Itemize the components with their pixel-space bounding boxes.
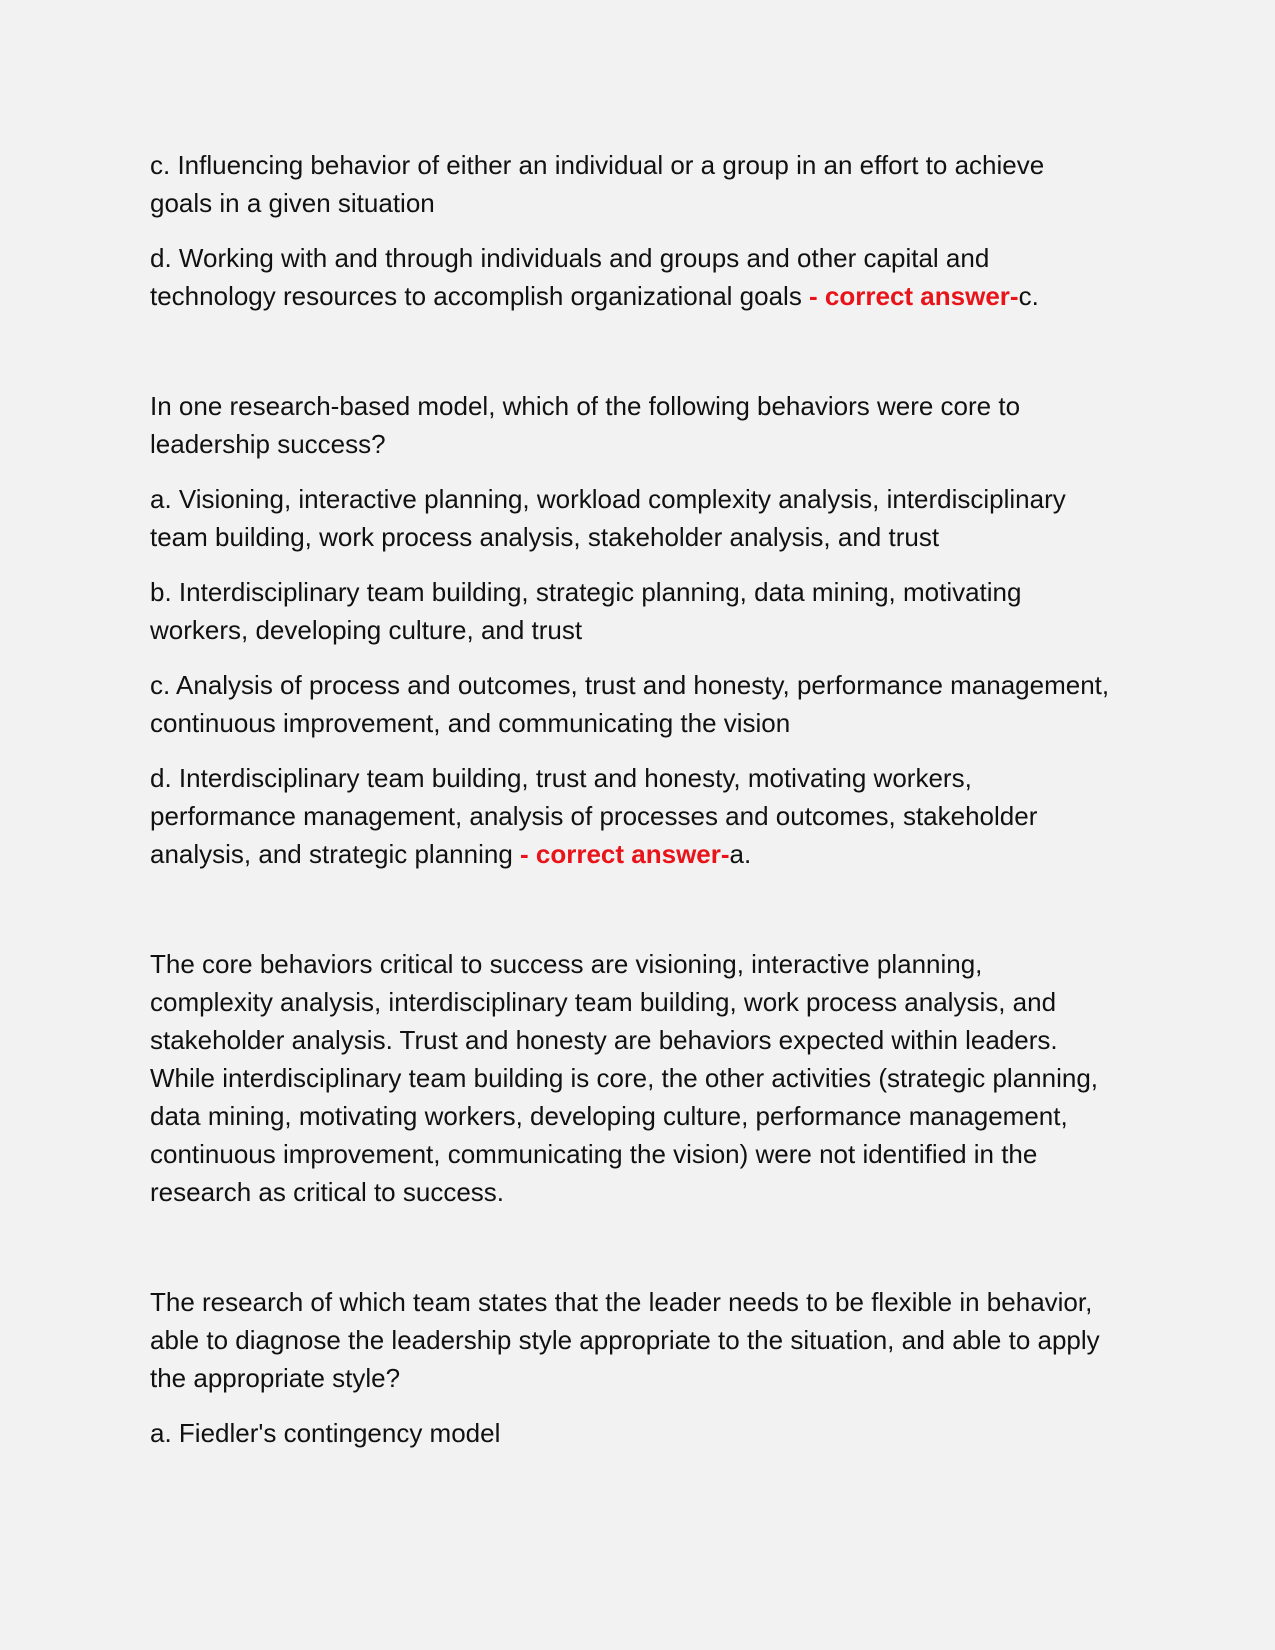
section-gap bbox=[150, 332, 1110, 387]
q1-option-c: c. Influencing behavior of either an individual or a group in an effort to achieve goals in a given situation bbox=[150, 150, 1045, 218]
q2-option-d-text: d. Interdisciplinary team building, trust and honesty, motivating workers, performance management, analysis of processes and outcomes, stakeholder analysis, and strategic planning bbox=[150, 763, 1038, 869]
q2-option-d bbox=[150, 759, 1110, 873]
q3-option-a: a. Fiedler's contingency model bbox=[150, 1418, 501, 1448]
q1-option-d-text: d. Working with and through individuals and groups and other capital and technology resources to accomplish organizational goals bbox=[150, 243, 990, 311]
q2-answer-value: a. bbox=[729, 839, 752, 869]
q1-answer-value: c. bbox=[1018, 281, 1039, 311]
document-page bbox=[150, 146, 1110, 1469]
q3-question: The research of which team states that the leader needs to be flexible in behavior, able to diagnose the leadership style appropriate to the situation, and able to apply the appropriate style? bbox=[150, 1287, 1100, 1393]
q2-option-a: a. Visioning, interactive planning, workload complexity analysis, interdisciplinary team building, work process analysis, stakeholder analysis, and trust bbox=[150, 484, 1066, 552]
section-gap bbox=[150, 890, 1110, 945]
q2-explanation: The core behaviors critical to success are visioning, interactive planning, complexity analysis, interdisciplinary team building, work process analysis, and stakeholder analysis. Trust and honesty are behaviors expected within leaders. While interdisciplinary team building is core, the other activities (strategic planning, data mining, motivating workers, developing culture, performance management, continuous improvement, communicating the vision) were not identified in the research as critical to success. bbox=[150, 949, 1098, 1207]
section-gap bbox=[150, 1228, 1110, 1283]
q1-answer-label: - correct answer- bbox=[809, 281, 1019, 311]
q2-option-c: c. Analysis of process and outcomes, trust and honesty, performance management, continuous improvement, and communicating the vision bbox=[150, 670, 1110, 738]
q2-answer-label: - correct answer- bbox=[520, 839, 730, 869]
q2-option-b: b. Interdisciplinary team building, strategic planning, data mining, motivating workers, developing culture, and trust bbox=[150, 577, 1022, 645]
q1-option-d bbox=[150, 239, 1110, 315]
q2-question: In one research-based model, which of the following behaviors were core to leadership success? bbox=[150, 391, 1021, 459]
